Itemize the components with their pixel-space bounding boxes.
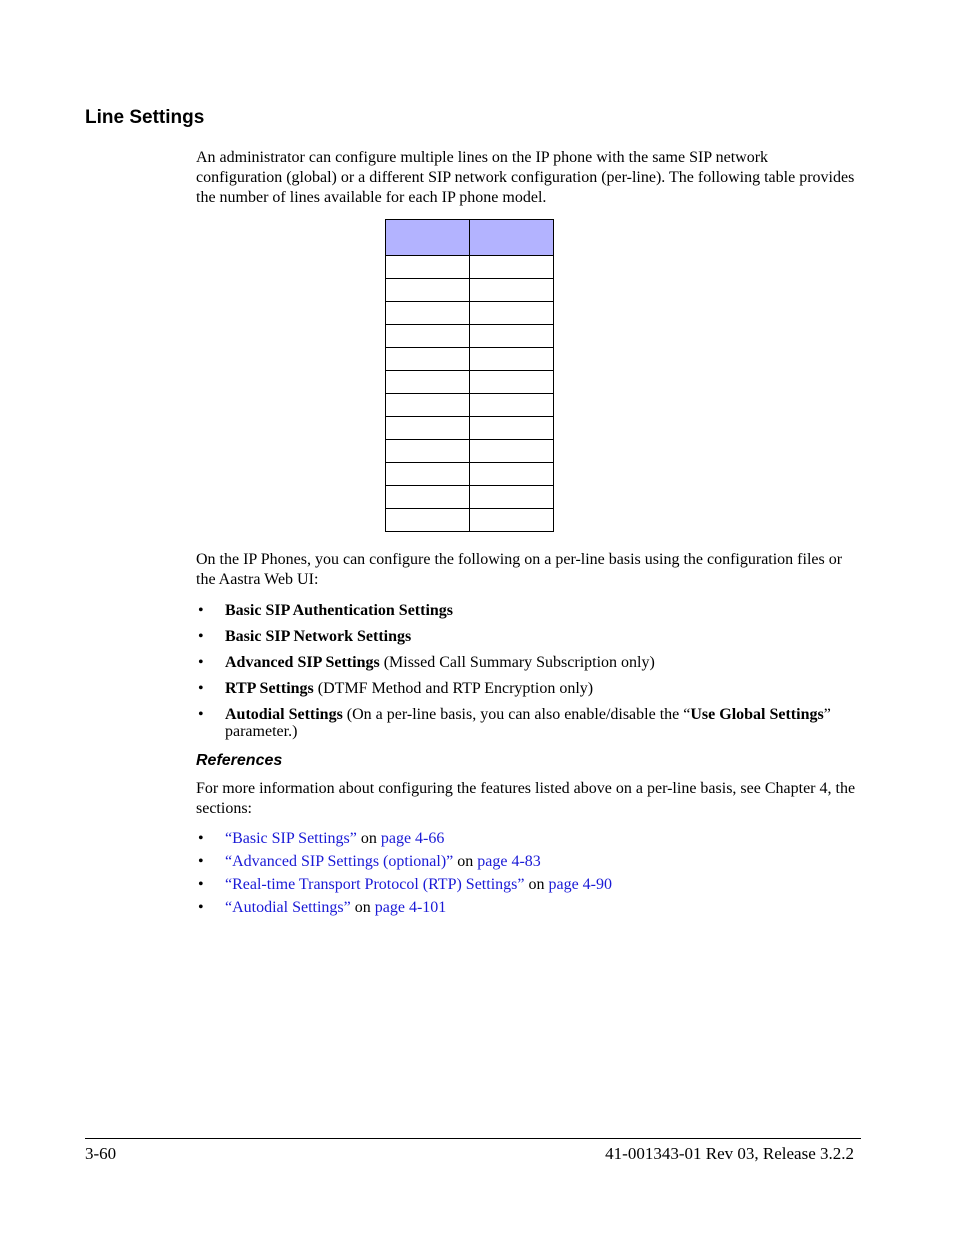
table-cell (386, 371, 470, 394)
reference-link-advanced-sip[interactable]: “Advanced SIP Settings (optional)” (225, 853, 454, 870)
bullet-icon: • (198, 654, 204, 671)
table-row (386, 302, 554, 325)
table-cell (386, 279, 470, 302)
intro-paragraph: An administrator can configure multiple lines on the IP phone with the same SIP network configuration (global) or a different SIP network configuration (per-line). The following table provides the number of lines available for each IP phone model. (196, 149, 855, 206)
table-cell (386, 256, 470, 279)
table-row (386, 394, 554, 417)
table-cell (470, 348, 554, 371)
table-row (386, 348, 554, 371)
bullet-icon: • (198, 830, 204, 847)
table-row (386, 371, 554, 394)
table-cell (386, 486, 470, 509)
feature-name: RTP Settings (225, 680, 314, 697)
list-item (196, 602, 856, 619)
list-item (196, 628, 856, 645)
on-text: on (350, 899, 375, 916)
table-row (386, 463, 554, 486)
per-line-intro: On the IP Phones, you can configure the following on a per-line basis using the configuration files or the Aastra Web UI: (196, 551, 843, 588)
table-cell (386, 348, 470, 371)
table-cell (470, 440, 554, 463)
on-text: on (524, 876, 549, 893)
footer-divider (85, 1138, 861, 1139)
table-cell (470, 463, 554, 486)
feature-note: (On a per-line basis, you can also enable/disable the “ (342, 706, 691, 723)
table-cell (470, 279, 554, 302)
bullet-icon: • (198, 706, 204, 723)
table-row (386, 279, 554, 302)
references-list (196, 830, 856, 922)
table-cell (386, 417, 470, 440)
table-row (386, 417, 554, 440)
table-cell (470, 256, 554, 279)
list-item (196, 853, 856, 870)
bullet-icon: • (198, 680, 204, 697)
feature-name: Basic SIP Network Settings (225, 628, 412, 645)
table-cell (386, 394, 470, 417)
list-item (196, 654, 856, 671)
table-cell (386, 440, 470, 463)
table-cell (470, 394, 554, 417)
reference-link-basic-sip[interactable]: “Basic SIP Settings” (225, 830, 357, 847)
bullet-icon: • (198, 602, 204, 619)
reference-link-autodial[interactable]: “Autodial Settings” (225, 899, 351, 916)
table-cell (470, 417, 554, 440)
table-header-row (386, 220, 554, 256)
bullet-icon: • (198, 853, 204, 870)
references-intro: For more information about configuring the features listed above on a per-line basis, see Chapter 4, the sections: (196, 780, 856, 817)
feature-name: Autodial Settings (225, 706, 343, 723)
bullet-icon: • (198, 899, 204, 916)
table-cell (470, 486, 554, 509)
list-item (196, 899, 856, 916)
per-line-feature-list (196, 602, 856, 749)
table-cell (386, 509, 470, 532)
feature-note-end: ” parameter.) (225, 706, 831, 740)
table-cell (386, 325, 470, 348)
feature-note: (Missed Call Summary Subscription only) (379, 654, 655, 671)
table-row (386, 509, 554, 532)
list-item (196, 876, 856, 893)
feature-name: Advanced SIP Settings (225, 654, 380, 671)
parameter-name: Use Global Settings (690, 706, 824, 723)
page-link[interactable]: page 4-66 (380, 830, 445, 847)
reference-link-rtp[interactable]: “Real-time Transport Protocol (RTP) Settings” (225, 876, 525, 893)
feature-note: (DTMF Method and RTP Encryption only) (313, 680, 594, 697)
on-text: on (453, 853, 478, 870)
document-id: 41-001343-01 Rev 03, Release 3.2.2 (605, 1144, 854, 1163)
on-text: on (356, 830, 381, 847)
table-header-cell (386, 220, 470, 256)
table-cell (470, 325, 554, 348)
table-row (386, 440, 554, 463)
table-cell (470, 302, 554, 325)
table-cell (470, 371, 554, 394)
table-row (386, 256, 554, 279)
page-number: 3-60 (85, 1144, 117, 1163)
table-cell (386, 463, 470, 486)
table-cell (470, 509, 554, 532)
page-link[interactable]: page 4-90 (548, 876, 612, 893)
page-link[interactable]: page 4-83 (477, 853, 541, 870)
page-link[interactable]: page 4-101 (374, 899, 447, 916)
table-row (386, 486, 554, 509)
table-header-cell (470, 220, 554, 256)
feature-name: Basic SIP Authentication Settings (225, 602, 454, 619)
list-item (196, 680, 856, 697)
bullet-icon: • (198, 628, 204, 645)
lines-per-model-table (385, 219, 554, 532)
references-heading: References (196, 752, 283, 769)
list-item (196, 830, 856, 847)
list-item (196, 706, 856, 740)
section-title: Line Settings (85, 107, 205, 128)
table-cell (386, 302, 470, 325)
bullet-icon: • (198, 876, 204, 893)
table-row (386, 325, 554, 348)
